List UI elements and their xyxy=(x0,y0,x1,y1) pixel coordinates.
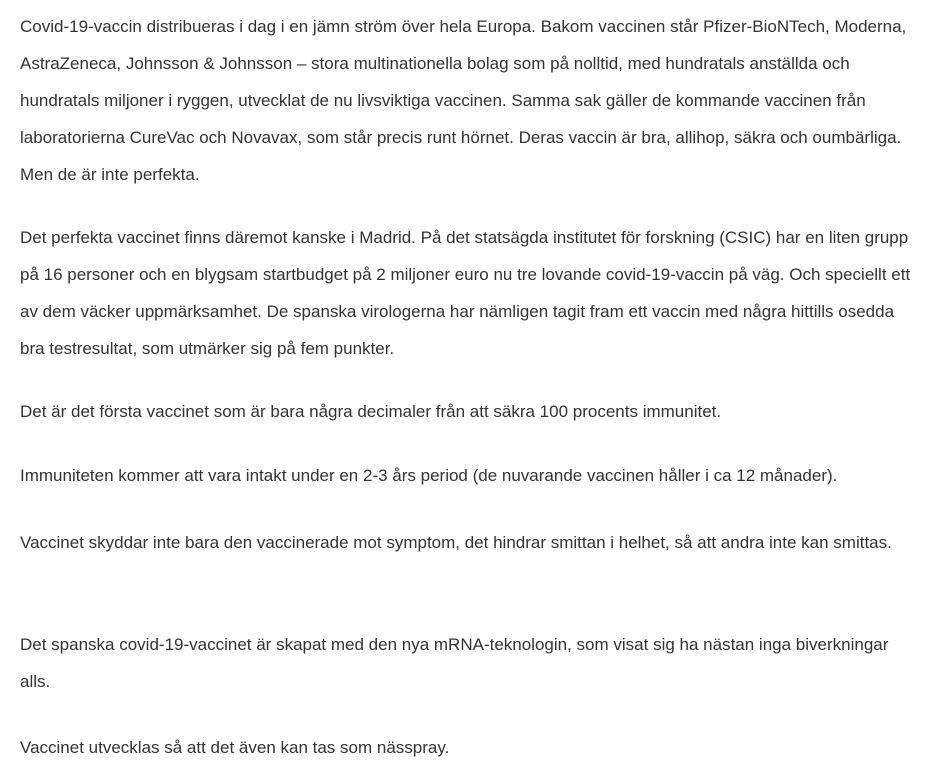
paragraph-point-nasal-spray: Vaccinet utvecklas så att det även kan tas som nässpray. xyxy=(20,738,450,757)
paragraph-point-mrna: Det spanska covid-19-vaccinet är skapat med den nya mRNA-teknologin, som visat sig ha nästan inga biverkningar alls. xyxy=(20,635,889,691)
paragraph-point-transmission: Vaccinet skyddar inte bara den vaccinerade mot symptom, det hindrar smittan i helhet, så att andra inte kan smittas. xyxy=(20,533,892,552)
paragraph-point-immunity: Det är det första vaccinet som är bara några decimaler från att säkra 100 procents immunitet. xyxy=(20,402,722,421)
paragraph-intro: Covid-19-vaccin distribueras i dag i en jämn ström över hela Europa. Bakom vaccinen står Pfizer-BioNTech, Moderna, AstraZeneca, Johnsson & Johnsson – stora multinationella bolag som på nolltid, med hundratals anställda och hundratals miljoner i ryggen, utvecklat de nu livsviktiga vaccinen. Samma sak gäller de kommande vaccinen från laboratorierna CureVac och Novavax, som står precis runt hörnet. Deras vaccin är bra, allihop, säkra och oumbärliga. Men de är inte perfekta. xyxy=(20,17,907,184)
paragraph-madrid-vaccine: Det perfekta vaccinet finns däremot kanske i Madrid. På det statsägda institutet för forskning (CSIC) har en liten grupp på 16 personer och en blygsam startbudget på 2 miljoner euro nu tre lovande covid-19-vaccin på väg. Och speciellt ett av dem väcker uppmärksamhet. De spanska virologerna har nämligen tagit fram ett vaccin med några hittills osedda bra testresultat, som utmärker sig på fem punkter. xyxy=(20,228,911,358)
paragraph-point-duration: Immuniteten kommer att vara intakt under en 2-3 års period (de nuvarande vaccinen håller i ca 12 månader). xyxy=(20,466,838,485)
